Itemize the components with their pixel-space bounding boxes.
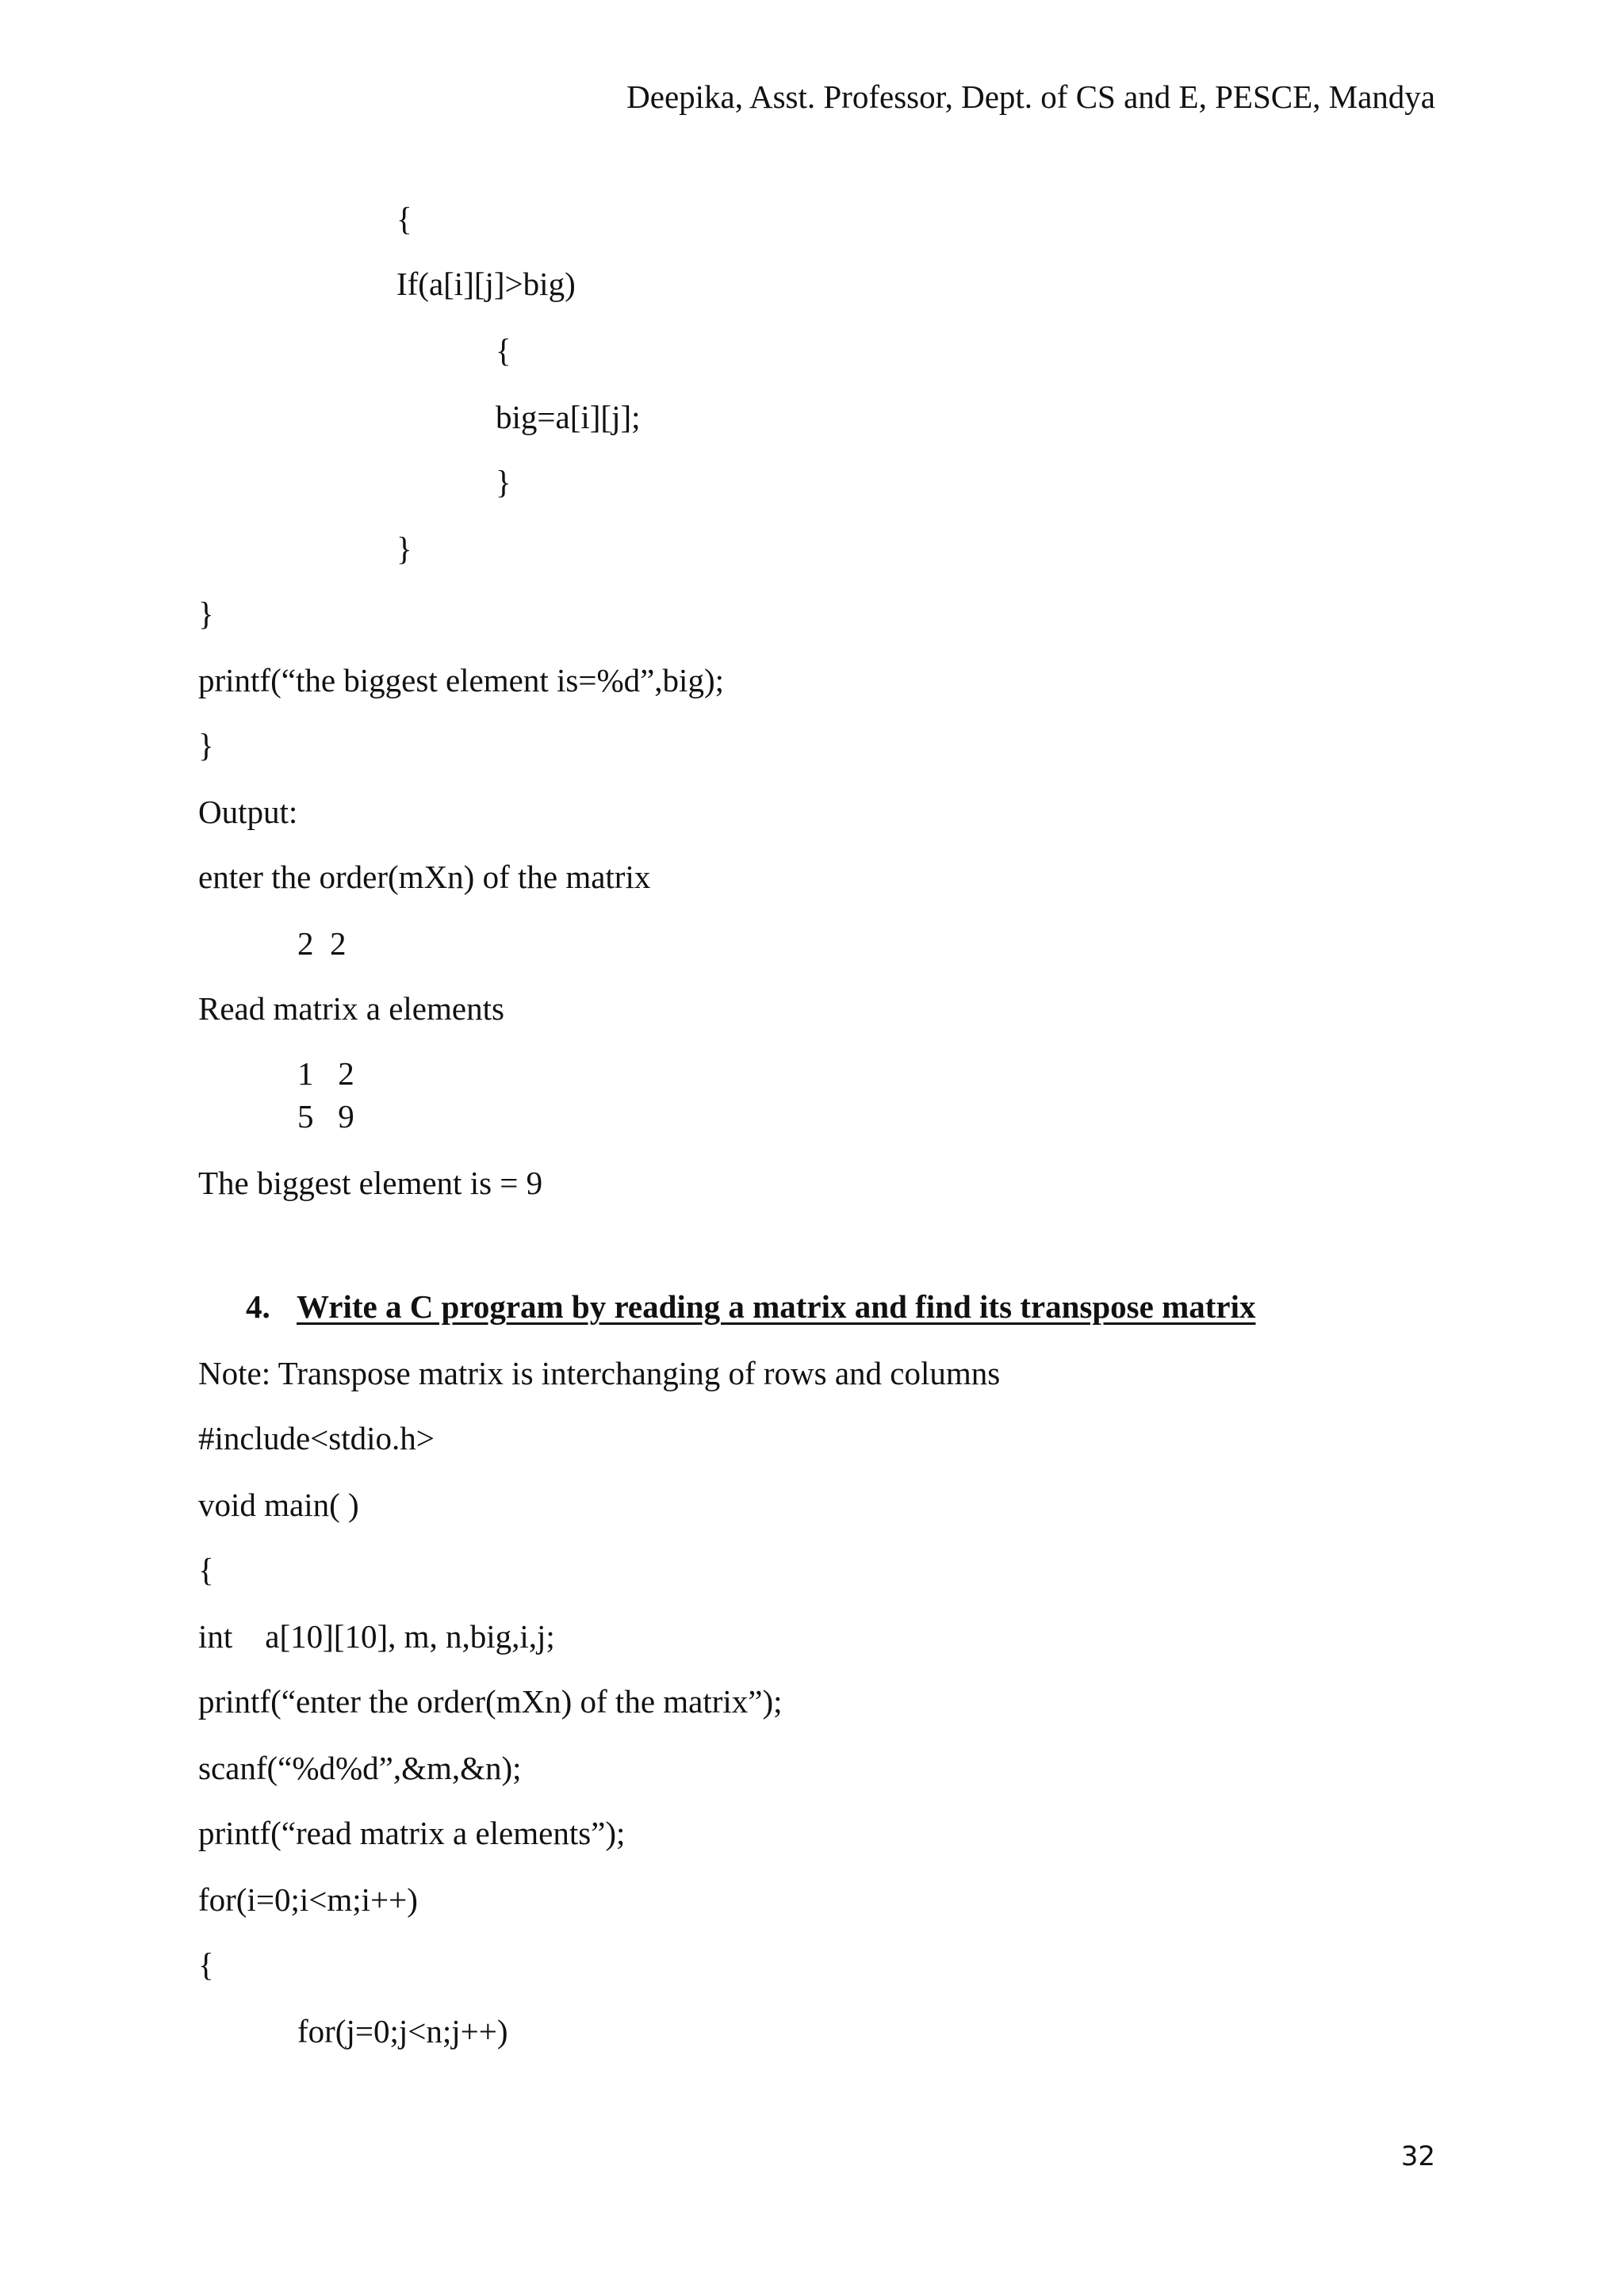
- code-line: #include<stdio.h>: [198, 1420, 435, 1456]
- code-line: big=a[i][j];: [496, 399, 641, 435]
- code-line: for(j=0;j<n;j++): [297, 2013, 508, 2049]
- output-label: Output:: [198, 794, 298, 830]
- page-header: Deepika, Asst. Professor, Dept. of CS and E, PESCE, Mandya: [626, 78, 1435, 115]
- section-heading: [246, 1288, 1255, 1326]
- code-line: printf(“read matrix a elements”);: [198, 1815, 626, 1851]
- section-number: 4.: [246, 1288, 270, 1325]
- code-line: printf(“the biggest element is=%d”,big);: [198, 662, 724, 698]
- code-line: {: [198, 1946, 214, 1983]
- code-line: {: [496, 332, 511, 369]
- code-line: void main( ): [198, 1487, 359, 1523]
- code-line: {: [198, 1552, 214, 1588]
- code-line: for(i=0;i<m;i++): [198, 1881, 418, 1918]
- code-line: {: [396, 201, 412, 237]
- code-line: }: [396, 530, 412, 567]
- output-line: The biggest element is = 9: [198, 1165, 543, 1201]
- code-line: }: [198, 595, 214, 632]
- output-line: enter the order(mXn) of the matrix: [198, 859, 651, 895]
- code-line: }: [198, 727, 214, 763]
- code-line: If(a[i][j]>big): [396, 266, 576, 302]
- output-line: 2 2: [297, 925, 347, 962]
- section-title: Write a C program by reading a matrix and find its transpose matrix: [297, 1288, 1256, 1325]
- code-line: scanf(“%d%d”,&m,&n);: [198, 1750, 522, 1786]
- code-line: }: [496, 464, 511, 500]
- matrix-row: 5 9: [297, 1098, 354, 1135]
- output-line: Read matrix a elements: [198, 990, 504, 1027]
- note-line: Note: Transpose matrix is interchanging of rows and columns: [198, 1355, 1001, 1391]
- matrix-row: 1 2: [297, 1055, 354, 1092]
- code-line: printf(“enter the order(mXn) of the matrix”);: [198, 1683, 783, 1720]
- code-line: int a[10][10], m, n,big,i,j;: [198, 1618, 555, 1655]
- page-number: 32: [1400, 2141, 1435, 2172]
